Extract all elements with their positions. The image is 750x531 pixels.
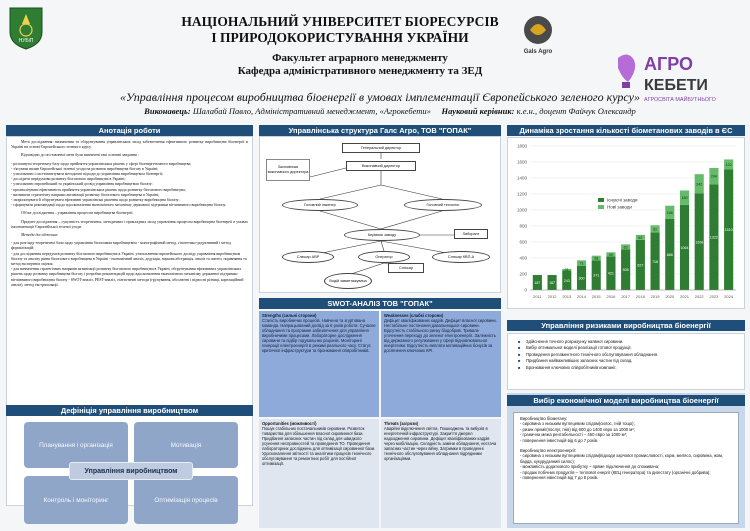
task-item: - узагальнити і систематизувати методичні підходи до управління виробництвом біоенергії;: [11, 172, 164, 177]
abstract-tasks-intro: Відповідно до поставленої мети були визначені такі основні завдання :: [21, 153, 139, 158]
bar-label-existing: 1322: [709, 235, 718, 240]
x-tick-label: 2021: [680, 294, 689, 299]
chart-canvas: [508, 138, 744, 308]
bar-label-existing: 421: [607, 271, 614, 276]
risk-item: ■ Проведення регламентного технічного обслуговування обладнання.: [526, 352, 738, 358]
bar-label-new: 71: [579, 261, 584, 266]
svg-text:НУБіП: НУБіП: [18, 38, 34, 44]
bar-label-new: 122: [725, 162, 732, 167]
quad-control: Контроль і моніторинг: [24, 476, 128, 524]
biomethane-item: - сировина з низьким вуглецевим слідом(силос, гній тощо);: [520, 421, 635, 427]
task-item: - узагальнити європейський та український досвід управління виробництвом біогазу;: [11, 182, 153, 187]
org-exec-director: Виконавчий директор: [346, 161, 416, 171]
bar-label-existing: 508: [622, 268, 629, 273]
org-plant-manager: Керівник заводу: [344, 229, 420, 241]
biomethane-item: - повернення інвестицій від 6 до 7 років.: [520, 437, 599, 443]
risks-heading: Управління ризиками виробництва біоенергії: [507, 320, 745, 331]
biomethane-item: - ризик премії(послуг, гнів) від 600 до 1400 євро за 1000 м³;: [520, 426, 635, 432]
quad-motivation: Мотивація: [134, 422, 238, 468]
legend-label-existing: Існуючі заводи: [607, 197, 638, 203]
task-item: - розглянути теоретичну базу щодо прийняття управлінських рішень у сфері біоенергетичного виробництва;: [11, 161, 192, 166]
org-lab: Лаборант: [454, 229, 488, 239]
x-tick-label: 2017: [621, 294, 631, 299]
bar-label-existing: 243: [563, 278, 570, 283]
svg-text:АГРО: АГРО: [644, 54, 693, 74]
task-item: - визначити стратегічну напрями активізації розвитку біогазового виробництва в Україні;: [11, 192, 160, 197]
model-choice-panel: [507, 393, 745, 528]
risk-item: ■ Бронювання ключових співробітників компанії.: [526, 365, 738, 371]
x-tick-label: 2013: [562, 294, 572, 299]
abstract-heading: Анотація роботи: [6, 125, 253, 136]
university-logo: [8, 6, 44, 50]
x-tick-label: 2020: [665, 294, 675, 299]
definition-heading: Дефініція управління виробництвом: [6, 405, 253, 416]
bar-label-new: 50: [608, 252, 613, 257]
task-item: - запропонувати й обґрунтувати ефективні управлінські рішення щодо розвитку виробництва біогазу;: [11, 198, 180, 203]
org-chief-engineer: Головний інженер: [282, 199, 358, 211]
abstract-subject: Предмет дослідження – сукупність теоретичних, методичних і прикладних засад управління процесом виробництва біоенергії в умовах імплементації Європейської зеленої угоди.: [11, 219, 248, 229]
y-tick-label: 1800: [516, 143, 527, 149]
x-tick-label: 2024: [724, 294, 734, 299]
electricity-item: - сировина з низьким вуглецевим слідом(відходи харчової промисловості, корм, мелясо, сировина, жом, барда, кукурудзяний силос);: [520, 453, 724, 464]
swot-panel: [259, 298, 501, 528]
x-tick-label: 2018: [635, 294, 645, 299]
bar-label-existing: 187: [534, 281, 541, 286]
swot-weaknesses: Weaknesses (слабкі сторони) Дефіцит кваліфікованих кадрів. Дефіцит власної сировини. Нестабільне постачання давальницької сировини. Відсутність стабільного ринку біодобрив. Тривале уточнення переходу до зеленої електроенергії. Залежність від державного регулювання у сфері відновлювальної енергетики. Відсутність виплати мотиваційних бонусів за досягнення ключових КРІ.: [381, 311, 501, 417]
bar-label-new: 58: [594, 256, 599, 261]
legend-swatch-existing: [598, 198, 604, 202]
org-founders: Засновники виконавчого директора: [266, 159, 310, 181]
risk-item: ■ Вибір оптимальної моделі реалізації готової продукції.: [526, 345, 738, 351]
bar-label-existing: 888: [666, 252, 673, 257]
task-item: - з'ясувати вплив Європейської зеленої угоди на розвиток виробництва біогазу в Україні;: [11, 166, 159, 171]
task-item: - сформувати рекомендації щодо вдосконалення економічного механізму державної підтримки вітчизняного виробництва біогазу.: [11, 203, 227, 208]
risk-item: ■ Здійснення точного розрахунку наявної сировини.: [526, 339, 738, 345]
structure-heading: Управлінська структура Галс Агро, ТОВ "ГОПАК": [259, 125, 501, 136]
abstract-object: Об'єкт дослідження – управління процесом виробництва біоенергії.: [21, 211, 134, 216]
y-tick-label: 200: [519, 271, 527, 277]
swot-threats: Threats (загрози) Аварійні відключення світла. Пошкоджень та вибухів в енергетичній інфраструктурі. Закриття джерел надходження сировини. Дефіцит кваліфікованих кадрів через мобілізацію. Складність заміни обладнання, нестача запасних частин через війну. Затримки в проведенні технічного обслуговування обладнання підрядними організаціями.: [381, 419, 501, 528]
x-tick-label: 2022: [694, 294, 704, 299]
method-item: - для визначення стратегічних напрямів активізації розвитку біогазового виробництва в Україні, обґрунтування ефективних управлінських рішень щодо розвитку виробництва біогазу і розробки рекомендацій щодо вдосконалення економічного механізму державної підтримки вітчизняного виробництва біогазу - SWOT-аналіз, PEST-аналіз, статистичні методи (групування, абсолютні і відносні різниці, кореляційний аналіз), метод екстраполяції.: [11, 267, 244, 287]
bar-label-new: 91: [653, 227, 658, 232]
task-item: - дослідити передумови розвитку біогазового виробництва в Україні;: [11, 177, 126, 182]
abstract-goal: Мета дослідження: визначення та обґрунтування управлінських засад забезпечення ефективного розвитку виробництва біоенергії в Україні на основі Європейського зеленого курсу.: [11, 140, 248, 150]
bar-label-new: 242: [696, 182, 703, 187]
y-tick-label: 1000: [516, 207, 527, 213]
electricity-item: - продаж побічних продуктів – теплової енергії (КЕЦ генератора) та дигестату (органічні добрива);: [520, 469, 711, 475]
bar-label-existing: 1064: [680, 245, 689, 250]
choice-content: [513, 412, 739, 524]
org-locksmith: Слюсар: [388, 263, 424, 273]
biomethane-title: Виробництво біометану:: [520, 416, 568, 421]
methods-title: Методи дослідження:: [21, 233, 59, 238]
bar-label-new: 62: [638, 235, 643, 240]
chart-heading: Динаміка зростання кількості біометанових заводів в ЄС: [507, 125, 745, 136]
bar-label-existing: 300: [578, 276, 585, 281]
method-item: - для розгляду теоретичної бази щодо управління біогазовим виробництвом - монографічний метод, гіпотетико-дедуктивний і метод формалізацій;: [11, 241, 231, 251]
x-tick-label: 2012: [547, 294, 557, 299]
definition-diagram: [24, 416, 238, 528]
bar-label-existing: 371: [593, 273, 600, 278]
bar-label-existing: 1510: [724, 228, 733, 233]
y-tick-label: 600: [519, 239, 527, 245]
biomethane-item: - гранична межа рентабельності – 450 євро за 1000 м³;: [520, 432, 628, 438]
quad-planning: Планування і організація: [24, 422, 128, 468]
y-tick-label: 400: [519, 255, 527, 261]
choice-heading: Вибір економічної моделі виробництва біоенергії: [507, 395, 745, 406]
y-tick-label: 1600: [516, 159, 527, 165]
swot-opportunities: Opportunities (можливості) Пошук стабільних постачальників сировини. Розвиток товариства для збільшення власної сировинної бази. Придбання запасних частин під склад для швидкого усунення несправностей та проведення ТО. Проведення лабораторних досліджень для оптимізації сировинної бази. Удосконалення звітності та аналітики процесів технічного обслуговування та ремонтних робіт для постійної оптимізації.: [259, 419, 379, 528]
x-tick-label: 2019: [650, 294, 660, 299]
org-chart: [259, 136, 501, 293]
risks-panel: [507, 333, 745, 390]
electricity-item: - можливість додаткового прибутку – пряме підключення до споживача;: [520, 464, 660, 470]
org-kvp-fitter: Слюсар КВП-А: [432, 251, 490, 263]
legend-label-new: Нові заводи: [607, 204, 632, 210]
bar-label-new: 21: [564, 268, 569, 273]
faculty-title: Факультет аграрного менеджменту Кафедра адміністративного менеджменту та ЗЕД: [237, 52, 483, 77]
university-title: НАЦІОНАЛЬНИЙ УНІВЕРСИТЕТ БІОРЕСУРСІВ І ПРИРОДОКОРИСТУВАННЯ УКРАЇНИ: [181, 14, 499, 45]
thesis-title: «Управління процесом виробництва біоенергії в умовах імплементації Європейського зеленого курсу»: [120, 90, 640, 104]
bar-label-existing: 627: [637, 263, 644, 268]
electricity-title: Виробництво електроенергії:: [520, 448, 577, 454]
x-tick-label: 2014: [577, 294, 586, 299]
x-tick-label: 2023: [709, 294, 719, 299]
x-tick-label: 2011: [533, 294, 542, 299]
bar-label-existing: 187: [549, 281, 556, 286]
electricity-item: - повернення інвестицій від 7 до 8 років.: [520, 475, 599, 481]
y-tick-label: 1400: [516, 175, 527, 181]
org-loader-driver: Водій завантажувача: [324, 273, 372, 289]
bar-label-new: 62: [623, 245, 628, 250]
task-item: - проаналізувати ефективність прийняття управлінських рішень щодо розвитку біогазового виробництва;: [11, 187, 186, 192]
bar-label-existing: 1206: [695, 240, 704, 245]
svg-text:КЕБЕТИ: КЕБЕТИ: [644, 77, 708, 94]
method-item: - для дослідження передумов розвитку біогазового виробництва в Україні, узагальнення європейського досвіду управління виробництвом біогазу та аналізу рівня біогазового виробництва в Україні - економічний аналіз, дедукція, наукова абстракція, аналіз та синтез, порівняння та метод експертних оцінок;: [11, 251, 247, 267]
org-chief-technologist: Головний технолог: [404, 199, 482, 211]
bar-label-new: 166: [666, 210, 673, 215]
bar-label-existing: 718: [652, 259, 659, 264]
swot-strengths: Strengths (сильні сторони) Сталість виробничих процесів. Навчена та згуртована команда. Напрацьований досвід за 6 років роботи. Сучасне обладнання та програмне забезпечення для управління виробничими процесами. Лабораторне дослідження сировини та підбір годувальних раціонів. Моніторинг генерації електроенергії в режимі реального часу. Статус критичної інфраструктури та бронювання співробітників.: [259, 311, 379, 417]
bar-label-new: 180: [681, 196, 688, 201]
legend-swatch-new: [598, 205, 604, 209]
quad-optimization: Оптимізація процесів: [134, 476, 238, 524]
org-apv-fitter: Слюсар АВР: [282, 251, 334, 263]
gals-agro-logo: [516, 12, 560, 56]
swot-heading: SWOT-АНАЛІЗ ТОВ "ГОПАК": [259, 298, 501, 309]
svg-text:Gals Agro: Gals Agro: [523, 49, 553, 55]
x-tick-label: 2015: [591, 294, 601, 299]
org-operator: Оператор: [358, 251, 410, 263]
y-tick-label: 800: [519, 223, 527, 229]
bar-label-new: 204: [710, 174, 717, 179]
org-general-director: Генеральний директор: [342, 143, 420, 153]
risk-item: ■ Придбання найважливіших запасних частин під склад.: [526, 358, 738, 364]
y-tick-label: 1200: [516, 191, 527, 197]
x-tick-label: 2016: [606, 294, 616, 299]
y-tick-label: 0: [524, 287, 527, 293]
biomethane-chart: [507, 137, 745, 309]
authors-line: Виконавець: Шалабай Павло, Адміністративний менеджмент, «Агрокебети» Науковий керівник: к.е.н., доцент Файчук Олександр: [144, 106, 636, 116]
center-label: Управління виробництвом: [69, 462, 193, 480]
svg-text:АГРОСВІТА МАЙБУТНЬОГО: АГРОСВІТА МАЙБУТНЬОГО: [644, 97, 716, 103]
